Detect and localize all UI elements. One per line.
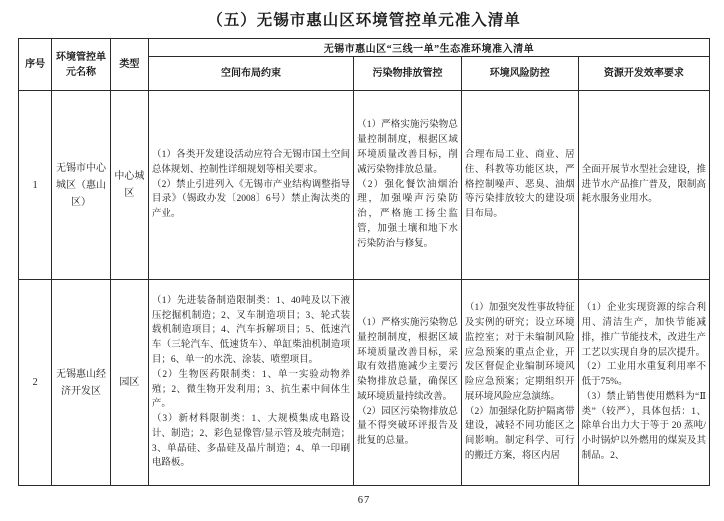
paragraph: （1）严格实施污染物总量控制制度，根据区域环境质量改善目标，削减污染物排放总量。 (357, 120, 458, 175)
type-cell: 园区 (110, 280, 148, 486)
spatial-layout-cell (148, 280, 353, 486)
paragraph: （1）加强突发性事故特征及实例的研究；设立环境监控室；对于未编制风险应急预案的重点企业，开发区督促企业编制环境风险应急预案；定期组织开展环境风险应急演练。 (464, 303, 575, 402)
paragraph: （2）园区污染物排放总量不得突破环评报告及批复的总量。 (357, 406, 458, 447)
col-header-risk-prevention: 环境风险防控 (461, 57, 578, 91)
risk-prevention-cell (461, 91, 578, 280)
merged-header-row (19, 39, 710, 57)
seq-cell: 1 (19, 91, 52, 280)
resource-efficiency-cell (578, 280, 709, 486)
unit-name-cell: 无锡惠山经济开发区 (52, 280, 111, 486)
col-header-seq: 序号 (19, 39, 52, 91)
col-header-type: 类型 (110, 39, 148, 91)
col-header-resource-efficiency: 资源开发效率要求 (578, 57, 709, 91)
col-header-unit-name: 环境管控单元名称 (52, 39, 111, 91)
page-number: 67 (357, 495, 371, 506)
paragraph: （1）企业实现资源的综合利用、清洁生产，加快节能减排，推广节能技术，改进生产工艺以实现自身的层次提升。 (581, 303, 706, 358)
admission-list-table (18, 38, 710, 486)
paragraph: （1）严格实施污染物总量控制制度，根据区域环境质量改善目标，采取有效措施减少主要污染物排放总量，确保区域环境质量持续改善。 (357, 317, 458, 402)
resource-efficiency-cell (578, 91, 709, 280)
page-title: （五）无锡市惠山区环境管控单元准入清单 (207, 12, 521, 29)
pollutant-control-cell (354, 91, 462, 280)
merged-header-title: 无锡市惠山区“三线一单”生态准环境准入清单 (148, 39, 709, 57)
paragraph: （3）禁止销售使用燃料为“Ⅱ类”（较严），具体包括：1、除单台出力大于等于 20 蒸吨/小时锅炉以外燃用的煤炭及其制品。2、 (581, 391, 706, 462)
type-cell: 中心城区 (110, 91, 148, 280)
paragraph: （2）工业用水重复利用率不低于75%。 (581, 362, 706, 388)
paragraph: 全面开展节水型社会建设，推进节水产品推广普及，限制高耗水服务业用水。 (581, 164, 706, 205)
col-header-pollutant-control: 污染物排放管控 (354, 57, 462, 91)
paragraph: （1）各类开发建设活动应符合无锡市国土空间总体规划、控制性详细规划等相关要求。 (151, 150, 351, 175)
seq-cell: 2 (19, 280, 52, 486)
paragraph: 合理布局工业、商业、居住、科教等功能区块，严格控制噪声、恶臭、油烟等污染排放较大的建设项目布局。 (464, 150, 575, 220)
paragraph: （2）生物医药限制类：1、单一实验动物养殖；2、微生物开发利用；3、抗生素中间体生产。 (151, 369, 351, 410)
paragraph: （2）强化餐饮油烟治理，加强噪声污染防治，严格施工扬尘监管，加强土壤和地下水污染防治与修复。 (357, 179, 458, 249)
paragraph: （2）禁止引进列入《无锡市产业结构调整指导目录》（锡政办发〔2008〕6号）禁止淘汰类的产业。 (151, 179, 351, 220)
paragraph: （2）加强绿化防护隔离带建设，减轻不同功能区之间影响。制定科学、可行的搬迁方案，将区内居 (464, 406, 575, 462)
spatial-layout-cell (148, 91, 353, 280)
paragraph: （1）先进装备制造限制类：1、40吨及以下液压挖掘机制造；2、叉车制造项目；3、轮式装载机制造项目；4、汽车拆解项目；5、低速汽车（三轮汽车、低速货车）、单缸柴油机制造项目；6、单一的水洗、涂装、喷塑项目。 (151, 295, 351, 365)
table-row (19, 280, 710, 486)
risk-prevention-cell (461, 280, 578, 486)
col-header-spatial-layout: 空间布局约束 (148, 57, 353, 91)
table-row (19, 91, 710, 280)
unit-name-cell: 无锡市中心城区（惠山区） (52, 91, 111, 280)
pollutant-control-cell (354, 280, 462, 486)
paragraph: （3）新材料限制类：1、大规模集成电路设计、制造；2、彩色显像管/显示管及玻壳制造；3、单晶硅、多晶硅及晶片制造；4、单一印刷电路板。 (151, 414, 351, 469)
